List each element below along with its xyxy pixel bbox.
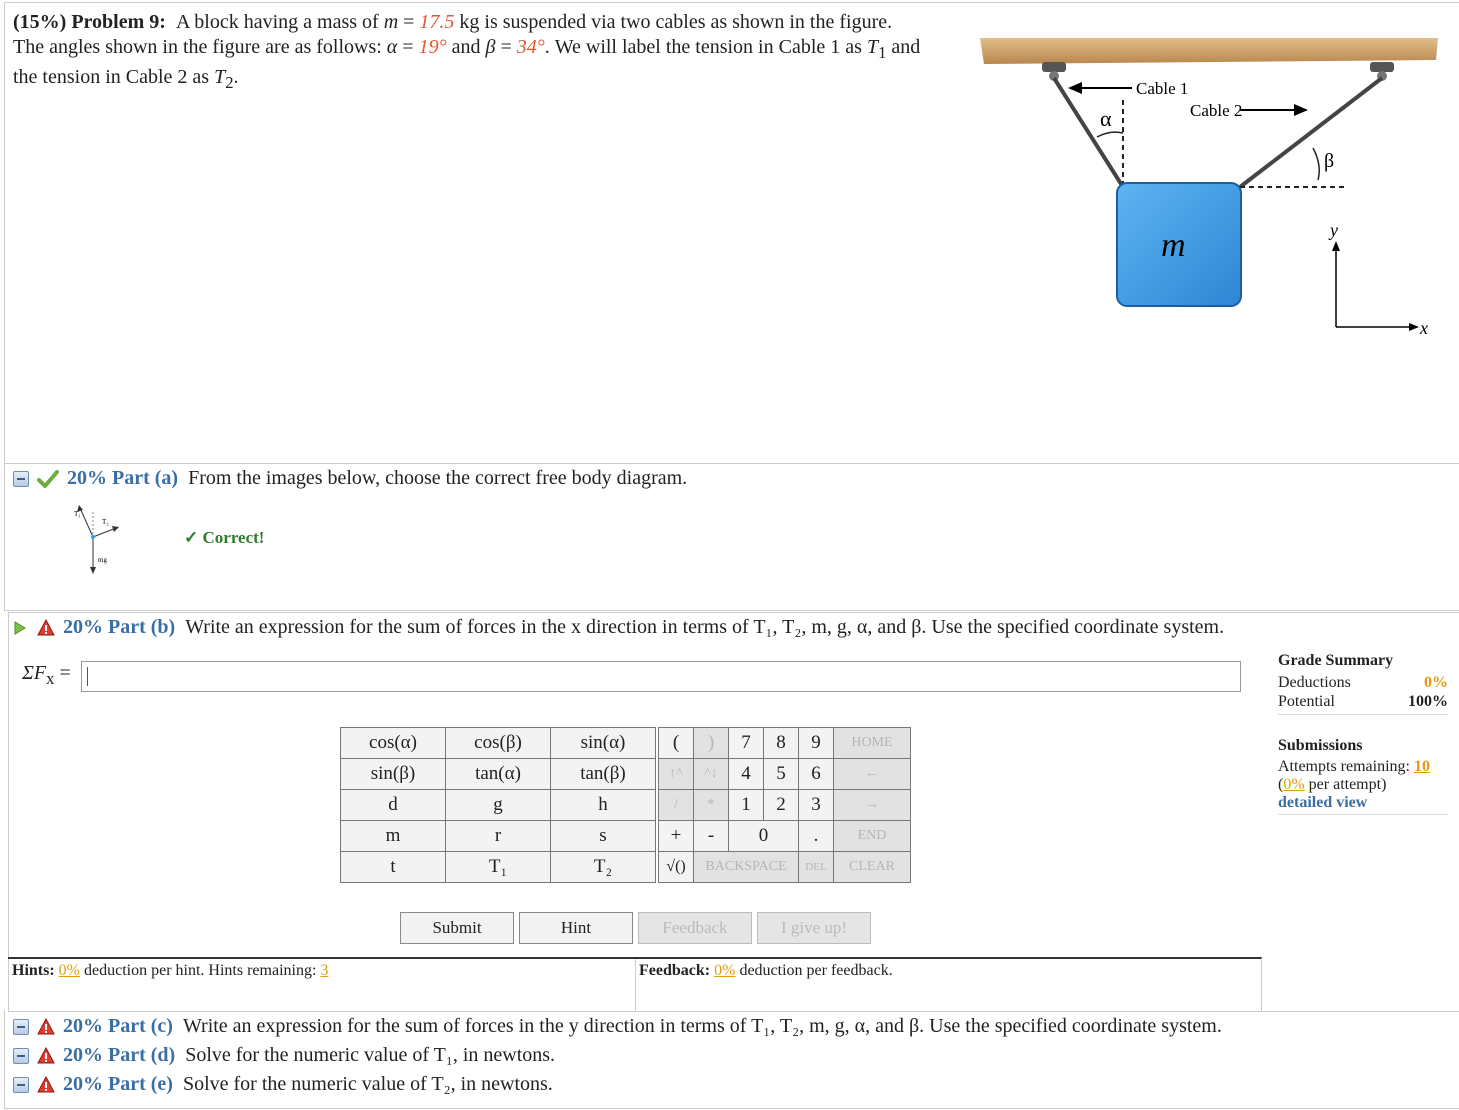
ceiling bbox=[980, 38, 1438, 64]
key-r[interactable]: r bbox=[446, 821, 551, 852]
key-sqrt[interactable]: √() bbox=[659, 852, 694, 883]
attempts-remaining: Attempts remaining: 10 bbox=[1278, 758, 1430, 775]
collapse-icon[interactable] bbox=[13, 1077, 29, 1093]
key-sin-beta[interactable]: sin(β) bbox=[341, 759, 446, 790]
key-open-paren[interactable]: ( bbox=[659, 728, 694, 759]
key-h[interactable]: h bbox=[551, 790, 656, 821]
beta-label: β bbox=[1324, 150, 1335, 172]
key-5[interactable]: 5 bbox=[764, 759, 799, 790]
y-axis-label: y bbox=[1330, 220, 1338, 240]
key-end[interactable]: END bbox=[834, 821, 911, 852]
key-m[interactable]: m bbox=[341, 821, 446, 852]
key-plus[interactable]: + bbox=[659, 821, 694, 852]
key-2[interactable]: 2 bbox=[764, 790, 799, 821]
key-home[interactable]: HOME bbox=[834, 728, 911, 759]
part-c-header[interactable]: 20% Part (c) Write an expression for the sum of forces in the y direction in terms of T₁, T₂, m, g, α, and β. Use the specified coordinate system. bbox=[13, 1015, 1222, 1038]
text-cursor bbox=[87, 667, 88, 686]
part-d-header[interactable]: 20% Part (d) Solve for the numeric value of T₁, in newtons. bbox=[13, 1044, 555, 1067]
part-b-header[interactable]: 20% Part (b) Write an expression for the sum of forces in the x direction in terms of T₁, T₂, m, g, α, and β. Use the specified coordinate system. bbox=[13, 616, 1224, 639]
detailed-view-link[interactable]: detailed view bbox=[1278, 794, 1368, 811]
warning-icon bbox=[37, 619, 55, 637]
key-cos-beta[interactable]: cos(β) bbox=[446, 728, 551, 759]
submit-button[interactable]: Submit bbox=[400, 912, 514, 944]
key-divide[interactable]: / bbox=[659, 790, 694, 821]
key-cos-alpha[interactable]: cos(α) bbox=[341, 728, 446, 759]
warning-icon bbox=[37, 1076, 55, 1094]
potential-row: Potential 100% bbox=[1278, 693, 1448, 715]
checkmark-icon bbox=[37, 470, 59, 488]
per-attempt: (0% per attempt) bbox=[1278, 776, 1387, 793]
cable-2 bbox=[1240, 78, 1382, 187]
problem-statement: (15%) Problem 9: A block having a mass of m = 17.5 kg is suspended via two cables as shown in the figure. The angles shown in the figure are as follows: α = 19° and β = 34°. We will label the tension in Cable 1 as $T_1$ and the tension in Cable 2 as $T_2$. bbox=[13, 11, 921, 92]
key-tan-beta[interactable]: tan(β) bbox=[551, 759, 656, 790]
alpha-label: α bbox=[1100, 106, 1112, 131]
key-superscript[interactable]: ↑^ bbox=[659, 759, 694, 790]
fbd-mg-label: mg bbox=[98, 556, 107, 564]
feedback-info: Feedback: 0% deduction per feedback. bbox=[639, 962, 893, 979]
warning-icon bbox=[37, 1018, 55, 1036]
hint-button[interactable]: Hint bbox=[519, 912, 633, 944]
warning-icon bbox=[37, 1047, 55, 1065]
part-e-header[interactable]: 20% Part (e) Solve for the numeric value of T₂, in newtons. bbox=[13, 1073, 553, 1096]
cable-2-arrow-icon bbox=[1294, 104, 1308, 116]
cable-1-arrow-icon bbox=[1068, 82, 1082, 94]
alpha-value: 19° bbox=[418, 36, 447, 58]
problem-figure bbox=[960, 20, 1455, 350]
key-1[interactable]: 1 bbox=[729, 790, 764, 821]
hints-info: Hints: 0% deduction per hint. Hints remaining: 3 bbox=[12, 962, 329, 979]
fbd-t1-label: T₁ bbox=[74, 510, 81, 518]
key-T1[interactable]: T₁ bbox=[446, 852, 551, 883]
feedback-button[interactable]: Feedback bbox=[638, 912, 752, 944]
part-a-header[interactable]: 20% Part (a) From the images below, choose the correct free body diagram. bbox=[13, 467, 687, 490]
mass-label: m bbox=[1161, 227, 1186, 264]
key-left-arrow[interactable]: ← bbox=[834, 759, 911, 790]
key-0[interactable]: 0 bbox=[729, 821, 799, 852]
cable-2-label: Cable 2 bbox=[1190, 101, 1243, 120]
key-9[interactable]: 9 bbox=[799, 728, 834, 759]
key-6[interactable]: 6 bbox=[799, 759, 834, 790]
key-backspace[interactable]: BACKSPACE bbox=[694, 852, 799, 883]
key-clear[interactable]: CLEAR bbox=[834, 852, 911, 883]
key-del[interactable]: DEL bbox=[799, 852, 834, 883]
key-sin-alpha[interactable]: sin(α) bbox=[551, 728, 656, 759]
key-7[interactable]: 7 bbox=[729, 728, 764, 759]
key-d[interactable]: d bbox=[341, 790, 446, 821]
cable-1-label: Cable 1 bbox=[1136, 79, 1189, 98]
key-T2[interactable]: T₂ bbox=[551, 852, 656, 883]
key-close-paren[interactable]: ) bbox=[694, 728, 729, 759]
key-subscript[interactable]: ^↓ bbox=[694, 759, 729, 790]
input-keypad bbox=[340, 727, 911, 883]
mass-value: 17.5 bbox=[419, 11, 455, 33]
key-3[interactable]: 3 bbox=[799, 790, 834, 821]
answer-input[interactable] bbox=[81, 661, 1241, 692]
key-right-arrow[interactable]: → bbox=[834, 790, 911, 821]
key-s[interactable]: s bbox=[551, 821, 656, 852]
key-multiply[interactable]: * bbox=[694, 790, 729, 821]
key-tan-alpha[interactable]: tan(α) bbox=[446, 759, 551, 790]
collapse-icon[interactable] bbox=[13, 471, 29, 487]
grade-summary bbox=[1278, 652, 1448, 815]
key-t[interactable]: t bbox=[341, 852, 446, 883]
expand-arrow-icon[interactable] bbox=[13, 620, 27, 636]
collapse-icon[interactable] bbox=[13, 1048, 29, 1064]
sum-fx-label: $\Sigma F_x$ = bbox=[22, 662, 71, 688]
x-axis-label: x bbox=[1420, 318, 1428, 338]
key-g[interactable]: g bbox=[446, 790, 551, 821]
deductions-row: Deductions 0% bbox=[1278, 674, 1448, 691]
grade-summary-title: Grade Summary bbox=[1278, 652, 1394, 669]
key-8[interactable]: 8 bbox=[764, 728, 799, 759]
give-up-button[interactable]: I give up! bbox=[757, 912, 871, 944]
correct-message: ✓ Correct! bbox=[184, 528, 265, 547]
collapse-icon[interactable] bbox=[13, 1019, 29, 1035]
key-decimal[interactable]: . bbox=[799, 821, 834, 852]
submissions-title: Submissions bbox=[1278, 737, 1363, 754]
key-4[interactable]: 4 bbox=[729, 759, 764, 790]
free-body-diagram bbox=[68, 502, 138, 577]
fbd-t2-label: T₂ bbox=[102, 518, 109, 526]
beta-value: 34° bbox=[516, 36, 545, 58]
key-minus[interactable]: - bbox=[694, 821, 729, 852]
